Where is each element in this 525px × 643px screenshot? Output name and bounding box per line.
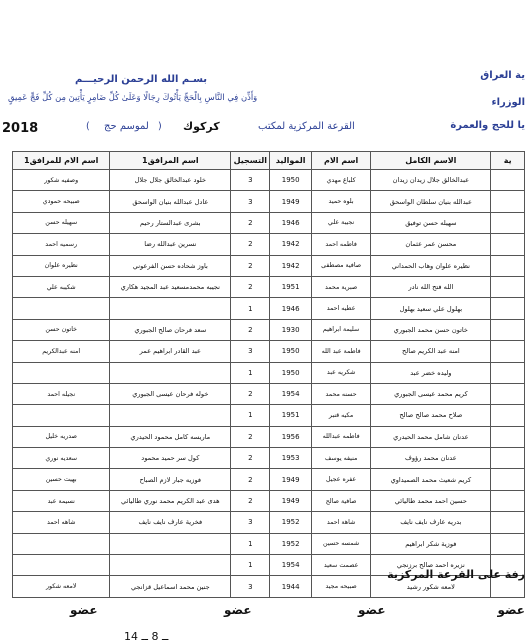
table-cell: 3 — [231, 576, 270, 597]
table-cell: 2 — [231, 276, 270, 297]
table-cell: كريم شعيث محمد الصميداوي — [371, 469, 491, 490]
table-cell: 1 — [231, 533, 270, 554]
table-cell: مكيه قنبر — [311, 405, 370, 426]
table-cell: 1 — [231, 555, 270, 576]
table-cell — [491, 191, 525, 212]
table-cell: ماريسه كامل محمود الحيدري — [110, 426, 231, 447]
column-header: اسم الام — [311, 152, 370, 170]
table-cell: فاطمه عبدالله — [311, 426, 370, 447]
table-cell: خلود عبدالخالق جلال جلال — [110, 170, 231, 191]
committee-member-1: عضو — [497, 603, 525, 617]
table-cell: فوزية شكر ابراهيم — [371, 533, 491, 554]
table-cell — [110, 405, 231, 426]
ministry-line-2: الوزراء — [491, 97, 525, 108]
table-header-row — [13, 152, 525, 170]
table-cell: شاهه احمد — [13, 512, 110, 533]
table-cell — [491, 319, 525, 340]
table-cell — [13, 555, 110, 576]
season-label: لموسم حج — [104, 121, 149, 132]
table-row — [13, 448, 525, 469]
table-cell: 2 — [231, 255, 270, 276]
table-cell — [110, 362, 231, 383]
table-cell: 1 — [231, 362, 270, 383]
table-cell: نسرين عبدالله رضا — [110, 234, 231, 255]
table-cell: صبرية محمد — [311, 276, 370, 297]
column-header: المواليد — [270, 152, 312, 170]
table-cell: خاتون حسن — [13, 319, 110, 340]
table-row — [13, 319, 525, 340]
table-cell: خاتون حسن محمد الجبوري — [371, 319, 491, 340]
table-cell: 1956 — [270, 426, 312, 447]
table-cell: منيفه يوسف — [311, 448, 370, 469]
table-cell: عادل عبدالله بنيان الواسحق — [110, 191, 231, 212]
table-cell: 2 — [231, 469, 270, 490]
table-cell: كريم محمد عيسى الجبوري — [371, 383, 491, 404]
table-cell: نجيله احمد — [13, 383, 110, 404]
table-row — [13, 490, 525, 511]
table-cell: 1951 — [270, 405, 312, 426]
table-cell: 1953 — [270, 448, 312, 469]
column-header: ية — [491, 152, 525, 170]
table-cell: بشرى عبدالستار رحيم — [110, 212, 231, 233]
approval-heading: رفة على القرعة المركزية — [387, 568, 525, 581]
table-cell: شكيبه علي — [13, 276, 110, 297]
table-cell — [110, 555, 231, 576]
table-cell — [13, 298, 110, 319]
table-cell: بهلول علي سعيد بهلول — [371, 298, 491, 319]
lottery-title: القرعة المركزية لمكتب — [258, 121, 355, 132]
table-cell: 1951 — [270, 276, 312, 297]
table-row — [13, 170, 525, 191]
ministry-line-3: يا للحج والعمرة — [450, 120, 525, 131]
table-cell: سهيله حسن — [13, 212, 110, 233]
table-cell — [13, 362, 110, 383]
table-cell: باوز شحاده حسن الفرعوني — [110, 255, 231, 276]
table-cell — [13, 405, 110, 426]
table-cell: سليمة ابراهيم — [311, 319, 370, 340]
table-cell — [491, 448, 525, 469]
table-cell: بدريه عارف نايف نايف — [371, 512, 491, 533]
table-cell: الله فتح الله نادر — [371, 276, 491, 297]
table-cell — [491, 170, 525, 191]
table-cell: عفره عجيل — [311, 469, 370, 490]
table-cell: لامعه شكور رشيد — [371, 576, 491, 597]
table-cell: لامعه شكور — [13, 576, 110, 597]
table-row — [13, 362, 525, 383]
table-cell: نجيبة علي — [311, 212, 370, 233]
table-cell — [491, 405, 525, 426]
table-cell: 2 — [231, 383, 270, 404]
table-cell: فاطمة عبد الله — [311, 341, 370, 362]
table-cell — [491, 341, 525, 362]
table-cell: حسنه محمد — [311, 383, 370, 404]
table-cell: 1930 — [270, 319, 312, 340]
quran-verse: وَأَذِّن فِي النَّاسِ بِالْحَجِّ يَأْتُوكَ رِجَالًا وَعَلَىٰ كُلِّ ضَامِرٍ يَأْتِينَ مِن كُلِّ فَجٍّ عَمِيقٍ — [8, 92, 258, 102]
table-cell: 1946 — [270, 212, 312, 233]
table-cell: امنه عبدالكريم — [13, 341, 110, 362]
table-cell: كلباغ مهدي — [311, 170, 370, 191]
table-cell: 3 — [231, 191, 270, 212]
table-cell — [491, 533, 525, 554]
table-row — [13, 512, 525, 533]
table-cell: عدنان محمد رؤوف — [371, 448, 491, 469]
column-header: الاسم الكامل — [371, 152, 491, 170]
table-cell: امنه عبد الكريم صالح — [371, 341, 491, 362]
basmala: بسـم الله الرحمن الرحيـــم — [75, 74, 208, 85]
table-cell: كول سر حميد محمود — [110, 448, 231, 469]
table-cell: نجيبه محمدمسعيد عبد المجيد هكاري — [110, 276, 231, 297]
table-cell: حسين احمد محمد طاليائي — [371, 490, 491, 511]
table-cell: 1946 — [270, 298, 312, 319]
table-cell — [491, 426, 525, 447]
city-name: كركوك — [183, 120, 220, 133]
table-cell — [110, 298, 231, 319]
pilgrims-table — [12, 151, 525, 598]
committee-member-3: عضو — [224, 603, 252, 617]
table-cell: فاطمه احمد — [311, 234, 370, 255]
table-cell: رسميه احمد — [13, 234, 110, 255]
table-cell: 1949 — [270, 469, 312, 490]
table-cell: 2 — [231, 490, 270, 511]
table-row — [13, 426, 525, 447]
bracket-close: ) — [158, 121, 162, 132]
table-cell: سهيله حسن توفيق — [371, 212, 491, 233]
table-cell: نسيمة عبد — [13, 490, 110, 511]
column-header: اسم المرافق1 — [110, 152, 231, 170]
table-cell: فوزيه جبار لازم الصباح — [110, 469, 231, 490]
table-cell: 1954 — [270, 383, 312, 404]
table-cell — [491, 383, 525, 404]
table-cell: صافية مصطفى — [311, 255, 370, 276]
table-cell — [491, 298, 525, 319]
table-row — [13, 383, 525, 404]
table-row — [13, 234, 525, 255]
committee-member-2: عضو — [358, 603, 386, 617]
table-cell: صلاح محمد صالح صالح — [371, 405, 491, 426]
table-cell: شمسه حسين — [311, 533, 370, 554]
table-cell: 2 — [231, 448, 270, 469]
table-cell: خوله فرحان عيسى الجبوري — [110, 383, 231, 404]
table-row — [13, 255, 525, 276]
table-cell: سعديه نوري — [13, 448, 110, 469]
table-cell: 2 — [231, 212, 270, 233]
table-cell: 1942 — [270, 255, 312, 276]
bracket-open: ( — [86, 121, 90, 132]
table-cell — [491, 212, 525, 233]
column-header: التسجيل — [231, 152, 270, 170]
table-cell: عطيه احمد — [311, 298, 370, 319]
table-cell: وليده خضر عبد — [371, 362, 491, 383]
table-cell: 1952 — [270, 533, 312, 554]
table-cell: 1950 — [270, 341, 312, 362]
table-cell: صبيحه حمودي — [13, 191, 110, 212]
table-cell: 2 — [231, 234, 270, 255]
table-cell: 1944 — [270, 576, 312, 597]
season-year: 2018 — [2, 121, 39, 136]
table-cell: بهيت حسين — [13, 469, 110, 490]
table-cell: 1954 — [270, 555, 312, 576]
table-cell: عبدالخالق جلال زيدان زيدان — [371, 170, 491, 191]
table-cell: 3 — [231, 170, 270, 191]
table-cell — [491, 490, 525, 511]
table-cell: صبيحه مجيد — [311, 576, 370, 597]
table-cell: 1950 — [270, 170, 312, 191]
table-cell: بلوه حميد — [311, 191, 370, 212]
table-row — [13, 405, 525, 426]
table-cell — [491, 469, 525, 490]
table-cell — [13, 533, 110, 554]
table-cell: 3 — [231, 512, 270, 533]
table-cell: 1942 — [270, 234, 312, 255]
column-header: اسم الام للمرافق1 — [13, 152, 110, 170]
table-cell — [110, 533, 231, 554]
table-cell: سعد فرحان صالح الجبوري — [110, 319, 231, 340]
table-cell: صدريه خليل — [13, 426, 110, 447]
ministry-line-1: ية العراق — [480, 70, 525, 81]
table-cell: عدنان شامل محمد الحيدري — [371, 426, 491, 447]
table-cell: وصفيه شكور — [13, 170, 110, 191]
footer-date: 14 ــ 8 ــ — [124, 630, 169, 643]
table-cell: محسن عمر عثمان — [371, 234, 491, 255]
table-cell: 1 — [231, 298, 270, 319]
table-cell: صافية صالح — [311, 490, 370, 511]
table-row — [13, 276, 525, 297]
table-cell: 1950 — [270, 362, 312, 383]
table-cell: نزيره احمد صالح برزنجي — [371, 555, 491, 576]
table-row — [13, 212, 525, 233]
table-cell: 3 — [231, 341, 270, 362]
table-cell: 1949 — [270, 191, 312, 212]
table-cell — [491, 255, 525, 276]
table-cell — [491, 234, 525, 255]
table-row — [13, 341, 525, 362]
table-cell — [491, 276, 525, 297]
table-cell: عبد القادر ابراهيم عمر — [110, 341, 231, 362]
table-row — [13, 533, 525, 554]
table-cell: عبدالله بنيان سلطان الواسحق — [371, 191, 491, 212]
table-cell: نظيره علوان — [13, 255, 110, 276]
table-cell — [491, 512, 525, 533]
table-cell: عصمت سعيد — [311, 555, 370, 576]
table-row — [13, 298, 525, 319]
table-cell: 1 — [231, 405, 270, 426]
committee-member-4: عضو — [70, 603, 98, 617]
table-cell: فخرية عارف نايف نايف — [110, 512, 231, 533]
table-row — [13, 469, 525, 490]
table-cell — [491, 362, 525, 383]
table-cell: 1949 — [270, 490, 312, 511]
table-cell: جنين محمد اسماعيل قزانجي — [110, 576, 231, 597]
table-cell: شاهة احمد — [311, 512, 370, 533]
table-cell: نظيره علوان وهاب الحمداني — [371, 255, 491, 276]
table-cell: 1952 — [270, 512, 312, 533]
table-cell: 2 — [231, 426, 270, 447]
table-cell: هدى عبد الكريم محمد نوري طاليائي — [110, 490, 231, 511]
table-cell: 2 — [231, 319, 270, 340]
table-cell: شكريه عبد — [311, 362, 370, 383]
table-row — [13, 191, 525, 212]
